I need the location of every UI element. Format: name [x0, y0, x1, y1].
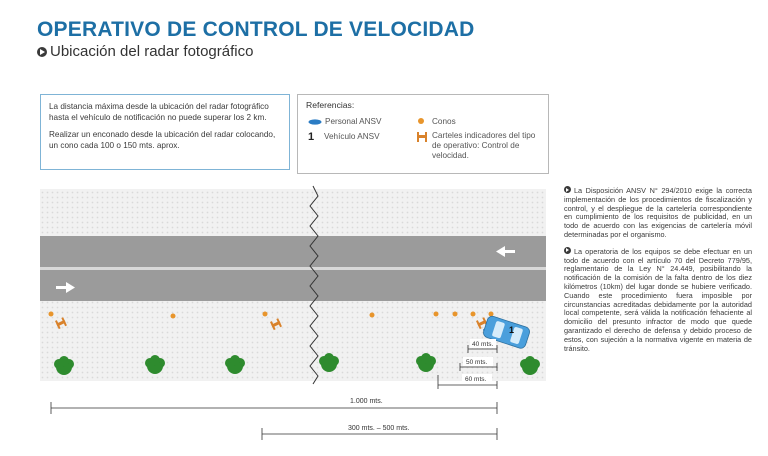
- measure-300-500: 300 mts. – 500 mts.: [348, 425, 410, 432]
- subtitle-text: Ubicación del radar fotográfico: [50, 43, 254, 60]
- cone: [471, 312, 476, 317]
- bullet-icon: [564, 247, 571, 254]
- measure-1000: 1.000 mts.: [350, 398, 383, 405]
- lane-divider: [40, 267, 546, 270]
- references-title: Referencias:: [306, 100, 355, 110]
- cone: [453, 312, 458, 317]
- ref-personal-label: Personal ANSV: [325, 117, 382, 126]
- top-verge: [40, 189, 546, 236]
- ref-cones-label: Conos: [432, 117, 456, 126]
- note-1: [564, 186, 752, 240]
- ref-vehicle-label: Vehículo ANSV: [324, 132, 380, 141]
- measure-40: 40 mts.: [472, 341, 494, 348]
- cone: [489, 312, 494, 317]
- cone: [49, 312, 54, 317]
- ref-signs-label: Carteles indicadores del tipo de operativo: Control de velocidad.: [432, 131, 536, 160]
- vehicle-number: 1: [509, 325, 515, 335]
- note-2: [564, 247, 752, 354]
- notes-column: [564, 186, 752, 360]
- info-paragraph-2: Realizar un enconado desde la ubicación del radar colocando, un cono cada 100 o 150 mts. aprox.: [49, 130, 276, 150]
- measure-60: 60 mts.: [465, 376, 487, 383]
- note-1-text: La Disposición ANSV N° 294/2010 exige la correcta implementación de los procedimientos de fiscalización y control, y el despliegue de la cartelería correspondiente en cumplimiento de los requisitos de publicidad, en un todo de acuerdo con las exigencias de cartelería móvil determinadas por el organismo.: [564, 186, 752, 239]
- cone: [171, 314, 176, 319]
- page-title: OPERATIVO DE CONTROL DE VELOCIDAD: [37, 18, 475, 41]
- bullet-icon: [564, 186, 571, 193]
- measure-50: 50 mts.: [466, 359, 488, 366]
- note-2-text: La operatoria de los equipos se debe efectuar en un todo de acuerdo con el artículo 70 del Decreto 779/95, reglamentario de la Ley N° 24.449, posibilitando la notificación de la comisión de la falta dentro de los diez kilómetros (10km) del lugar donde se hubiere verificado. Cuando este procedimiento fuera imposible por circunstancias acreditadas debidamente por la autoridad local competente, será válida la notificación fehaciente al domicilio del presunto infractor de modo que quede garantizado el derecho de defensa y debido proceso de estos, con sujeción a la normativa vigente en materia de tránsito.: [564, 246, 752, 353]
- cone: [370, 313, 375, 318]
- info-paragraph-1: La distancia máxima desde la ubicación del radar fotográfico hasta el vehículo de notificación no puede superar los 2 km.: [49, 102, 269, 122]
- cone: [434, 312, 439, 317]
- cone: [263, 312, 268, 317]
- vehicle-number-icon: 1: [308, 131, 315, 143]
